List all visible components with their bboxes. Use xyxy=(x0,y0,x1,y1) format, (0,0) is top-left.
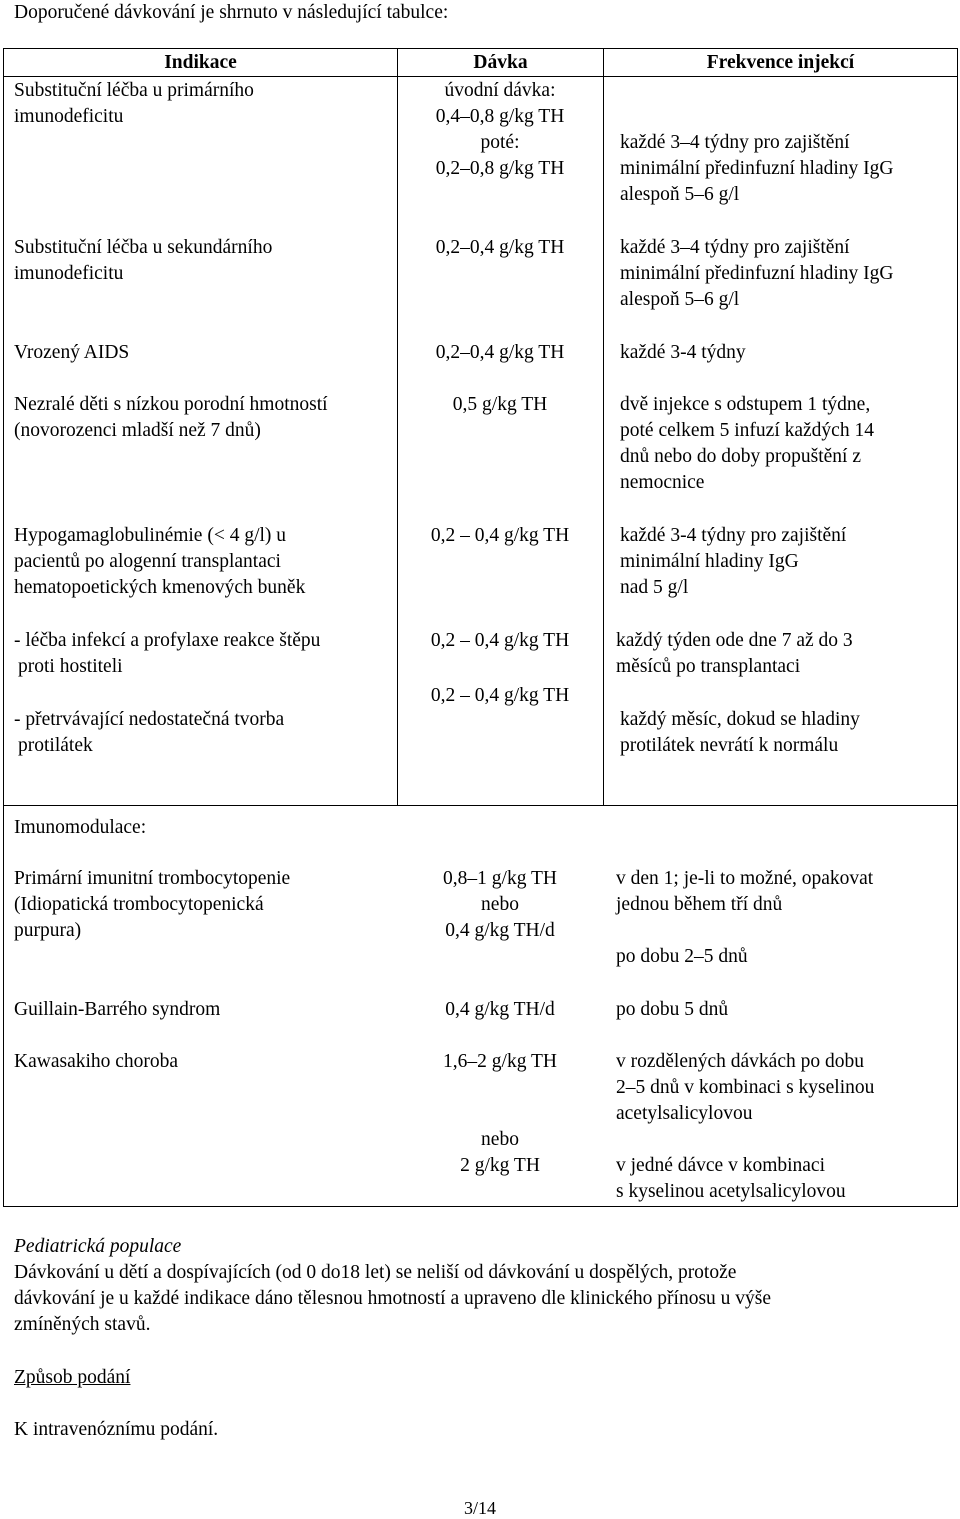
header-frequency: Frekvence injekcí xyxy=(706,52,855,73)
dose-antibody-deficiency: 0,2 – 0,4 g/kg TH xyxy=(430,685,570,706)
indication-infection-treatment: - léčba infekcí a profylaxe reakce štěpu proti hostiteli xyxy=(14,630,321,677)
dose-infection-treatment: 0,2 – 0,4 g/kg TH xyxy=(430,630,570,651)
dose-primary-immunodeficiency: úvodní dávka: 0,4–0,8 g/kg TH poté: 0,2–0,8 g/kg TH xyxy=(435,80,565,179)
frequency-infection-treatment: každý týden ode dne 7 až do 3 měsíců po transplantaci xyxy=(616,630,853,677)
indication-congenital-aids: Vrozený AIDS xyxy=(14,342,130,363)
indication-premature-infants: Nezralé děti s nízkou porodní hmotností (novorozenci mladší než 7 dnů) xyxy=(14,394,328,441)
frequency-kawasaki: v rozdělených dávkách po dobu 2–5 dnů v kombinaci s kyselinou acetylsalicylovou v jedné dávce v kombinaci s kyselinou acetylsalicylovou xyxy=(616,1051,875,1202)
indication-antibody-deficiency: - přetrvávající nedostatečná tvorba protilátek xyxy=(14,709,285,756)
dose-guillain-barre: 0,4 g/kg TH/d xyxy=(445,999,555,1020)
table-border-bottom xyxy=(3,1206,958,1207)
table-section-divider xyxy=(3,805,958,806)
table-border-right xyxy=(957,48,958,1207)
table-border-top xyxy=(3,48,958,49)
administration-text: K intravenóznímu podání. xyxy=(14,1419,219,1440)
indication-hypogammaglobulinemia: Hypogamaglobulinémie (< 4 g/l) u pacientů po alogenní transplantaci hematopoetických kmenových buněk xyxy=(14,525,306,598)
frequency-itp: v den 1; je-li to možné, opakovat jednou během tří dnů po dobu 2–5 dnů xyxy=(616,868,874,967)
dose-itp: 0,8–1 g/kg TH nebo 0,4 g/kg TH/d xyxy=(443,868,557,941)
pediatric-text: Dávkování u dětí a dospívajících (od 0 do18 let) se neliší od dávkování u dospělých, protože dávkování je u každé indikace dáno tělesnou hmotností a upraveno dle klinického přínosu u výše zmíněných stavů. xyxy=(14,1262,772,1335)
dose-congenital-aids: 0,2–0,4 g/kg TH xyxy=(435,342,565,363)
intro-text: Doporučené dávkování je shrnuto v následující tabulce: xyxy=(14,2,449,23)
dose-kawasaki: 1,6–2 g/kg TH nebo 2 g/kg TH xyxy=(443,1051,557,1176)
indication-primary-immunodeficiency: Substituční léčba u primárního imunodeficitu xyxy=(14,80,254,127)
page-number: 3/14 xyxy=(463,1498,496,1518)
frequency-hypogammaglobulinemia: každé 3-4 týdny pro zajištění minimální hladiny IgG nad 5 g/l xyxy=(620,525,847,598)
indication-guillain-barre: Guillain-Barrého syndrom xyxy=(14,999,221,1020)
frequency-guillain-barre: po dobu 5 dnů xyxy=(616,999,729,1020)
indication-kawasaki: Kawasakiho choroba xyxy=(14,1051,179,1072)
pediatric-heading: Pediatrická populace xyxy=(14,1236,182,1257)
table-border-left xyxy=(3,48,4,1207)
administration-heading: Způsob podání xyxy=(14,1367,131,1388)
frequency-primary-immunodeficiency: každé 3–4 týdny pro zajištění minimální předinfuzní hladiny IgG alespoň 5–6 g/l xyxy=(620,132,894,205)
header-indication: Indikace xyxy=(164,52,237,73)
indication-itp: Primární imunitní trombocytopenie (Idiopatická trombocytopenická purpura) xyxy=(14,868,291,941)
table-header-divider xyxy=(3,76,958,77)
dose-secondary-immunodeficiency: 0,2–0,4 g/kg TH xyxy=(435,237,565,258)
frequency-secondary-immunodeficiency: každé 3–4 týdny pro zajištění minimální předinfuzní hladiny IgG alespoň 5–6 g/l xyxy=(620,237,894,310)
frequency-premature-infants: dvě injekce s odstupem 1 týdne, poté celkem 5 infuzí každých 14 dnů nebo do doby propuštění z nemocnice xyxy=(620,394,874,493)
immunomodulation-heading: Imunomodulace: xyxy=(14,817,147,838)
table-col-divider-2 xyxy=(603,48,604,806)
frequency-antibody-deficiency: každý měsíc, dokud se hladiny protilátek nevrátí k normálu xyxy=(620,709,860,756)
header-dose: Dávka xyxy=(473,52,528,73)
dose-premature-infants: 0,5 g/kg TH xyxy=(452,394,548,415)
indication-secondary-immunodeficiency: Substituční léčba u sekundárního imunodeficitu xyxy=(14,237,273,284)
dose-hypogammaglobulinemia: 0,2 – 0,4 g/kg TH xyxy=(430,525,570,546)
frequency-congenital-aids: každé 3-4 týdny xyxy=(620,342,746,363)
